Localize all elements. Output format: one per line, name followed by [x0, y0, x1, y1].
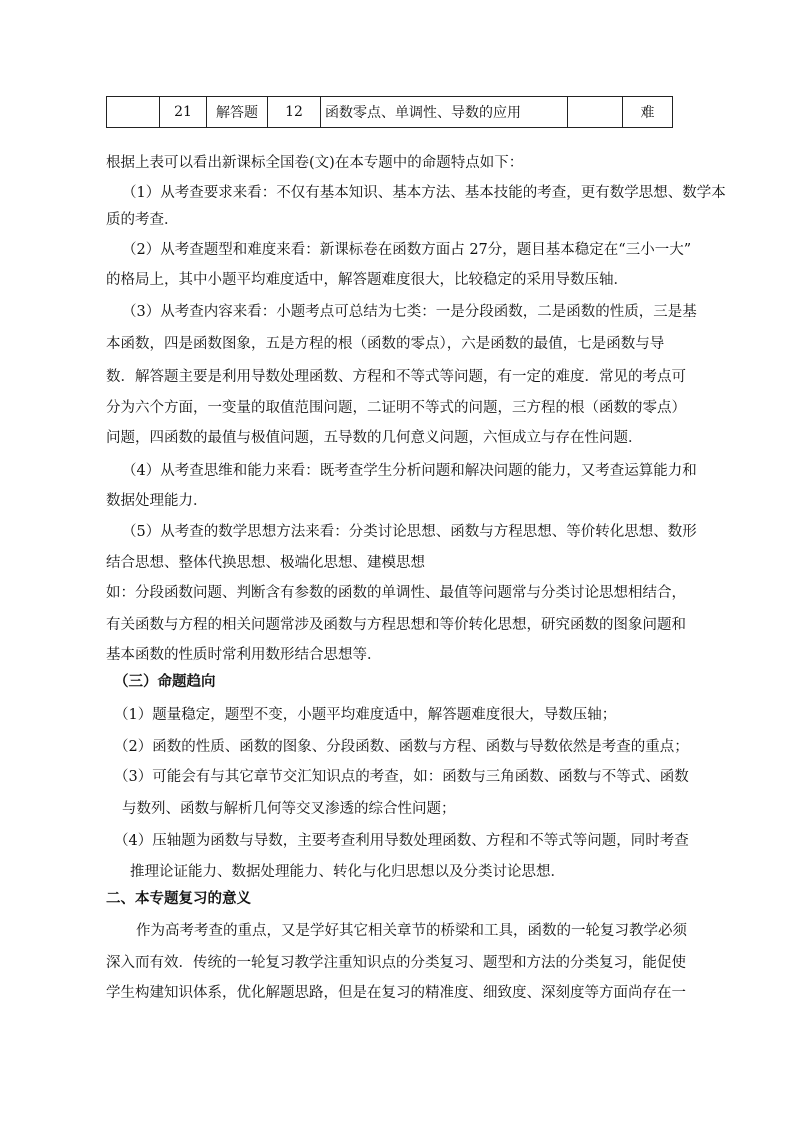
text-line: （4）从考查思维和能力来看：既考查学生分析问题和解决问题的能力，又考查运算能力和 — [122, 463, 697, 479]
list-item: （3）可能会有与其它章节交汇知识点的考查，如：函数与三角函数、函数与不等式、函数 — [114, 769, 689, 785]
text-line: （2）从考查题型和难度来看：新课标卷在函数方面占 27分，题目基本稳定在“三小一大” — [122, 242, 692, 258]
list-item: （2）函数的性质、函数的图象、分段函数、函数与方程、函数与导数依然是考查的重点； — [114, 739, 689, 755]
intro-line: 根据上表可以看出新课标全国卷(文)在本专题中的命题特点如下： — [106, 155, 524, 171]
text-line: 质的考查． — [106, 212, 179, 228]
text-line: 作为高考考查的重点，又是学好其它相关章节的桥梁和工具，函数的一轮复习教学必须 — [136, 923, 687, 939]
text-line: 问题，四函数的最值与极值问题，五导数的几何意义问题，六恒成立与存在性问题． — [106, 430, 643, 446]
list-item-cont: 推理论证能力、数据处理能力、转化与化归思想以及分类讨论思想． — [130, 864, 565, 880]
text-line: 有关函数与方程的相关问题常涉及函数与方程思想和等价转化思想，研究函数的图象问题和 — [106, 617, 686, 633]
question-table — [106, 96, 673, 128]
text-line: （1）从考查要求来看：不仅有基本知识、基本方法、基本技能的考查，更有数学思想、数学本 — [122, 185, 726, 201]
text-line: （5）从考查的数学思想方法来看：分类讨论思想、函数与方程思想、等价转化思想、数形 — [122, 524, 697, 540]
table-cell-score: 12 — [268, 97, 321, 128]
table-cell-difficulty: 难 — [623, 97, 673, 128]
list-item: （1）题量稳定，题型不变，小题平均难度适中，解答题难度很大，导数压轴； — [114, 707, 617, 723]
table-cell — [568, 97, 623, 128]
table-cell-content: 函数零点、单调性、导数的应用 — [321, 97, 568, 128]
text-line: 如：分段函数问题、判断含有参数的函数的单调性、最值等问题常与分类讨论思想相结合， — [106, 585, 686, 601]
text-line: 学生构建知识体系，优化解题思路，但是在复习的精准度、细致度、深刻度等方面尚存在一 — [106, 985, 686, 1001]
text-line: （3）从考查内容来看：小题考点可总结为七类：一是分段函数，二是函数的性质，三是基 — [122, 304, 697, 320]
list-item-cont: 与数列、函数与解析几何等交叉渗透的综合性问题； — [122, 801, 456, 817]
text-line: 结合思想、整体代换思想、极端化思想、建模思想 — [106, 555, 425, 571]
table-cell-number: 21 — [160, 97, 207, 128]
text-line: 深入而有效．传统的一轮复习教学注重知识点的分类复习、题型和方法的分类复习，能促使 — [106, 955, 686, 971]
list-item: （4）压轴题为函数与导数，主要考查利用导数处理函数、方程和不等式等问题，同时考查 — [114, 833, 689, 849]
text-line: 的格局上，其中小题平均难度适中，解答题难度很大，比较稳定的采用导数压轴． — [106, 272, 628, 288]
text-line: 本函数，四是函数图象，五是方程的根（函数的零点），六是函数的最值，七是函数与导 — [106, 336, 665, 352]
table-cell-type: 解答题 — [207, 97, 268, 128]
table-row — [107, 97, 673, 128]
text-line: 分为六个方面，一变量的取值范围问题，二证明不等式的问题，三方程的根（函数的零点） — [106, 400, 686, 416]
text-line: 数．解答题主要是利用导数处理函数、方程和不等式等问题，有一定的难度．常见的考点可 — [106, 369, 686, 385]
text-line: 基本函数的性质时常利用数形结合思想等． — [106, 647, 382, 663]
table-cell — [107, 97, 160, 128]
text-line: 数据处理能力． — [106, 493, 208, 509]
section-heading: （三）命题趋向 — [114, 673, 216, 690]
section-heading: 二、本专题复习的意义 — [106, 890, 251, 907]
